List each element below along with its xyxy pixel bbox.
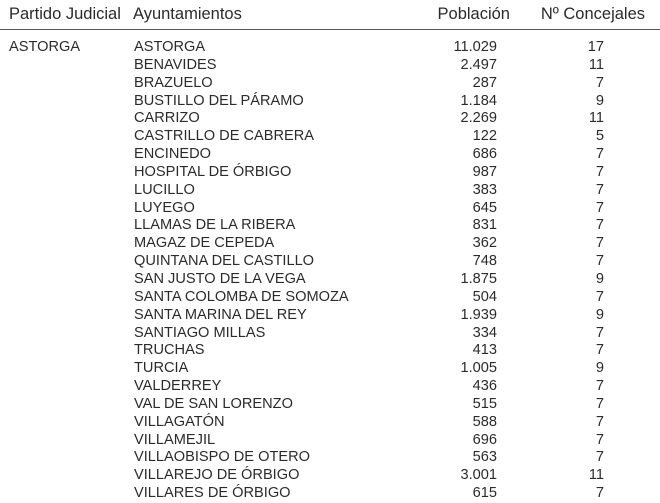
cell-poblacion: 588 xyxy=(472,413,497,430)
table-body xyxy=(0,39,660,503)
cell-ayuntamiento: HOSPITAL DE ÓRBIGO xyxy=(134,163,292,180)
table-row xyxy=(0,57,660,75)
table-row xyxy=(0,414,660,432)
table-row xyxy=(0,200,660,218)
cell-partido-judicial: ASTORGA xyxy=(9,39,81,55)
table-row xyxy=(0,217,660,235)
table-row xyxy=(0,93,660,111)
table-row xyxy=(0,271,660,289)
cell-ayuntamiento: VALDERREY xyxy=(134,378,222,395)
cell-concejales: 7 xyxy=(595,413,604,430)
cell-poblacion: 748 xyxy=(472,253,497,270)
cell-ayuntamiento: LLAMAS DE LA RIBERA xyxy=(134,217,296,234)
cell-ayuntamiento: SAN JUSTO DE LA VEGA xyxy=(134,270,306,287)
cell-concejales: 7 xyxy=(595,253,604,270)
cell-ayuntamiento: TURCIA xyxy=(134,360,189,377)
cell-ayuntamiento: TRUCHAS xyxy=(134,342,205,359)
cell-ayuntamiento: BRAZUELO xyxy=(134,74,213,91)
cell-poblacion: 122 xyxy=(472,128,497,145)
cell-concejales: 7 xyxy=(595,449,604,466)
table-row xyxy=(0,75,660,93)
table-row xyxy=(0,289,660,307)
cell-ayuntamiento: CASTRILLO DE CABRERA xyxy=(134,128,315,145)
cell-poblacion: 515 xyxy=(472,395,497,412)
cell-concejales: 7 xyxy=(595,395,604,412)
cell-ayuntamiento: VILLAMEJIL xyxy=(134,431,216,448)
cell-poblacion: 696 xyxy=(472,431,497,448)
cell-concejales: 9 xyxy=(595,92,604,109)
table-header xyxy=(0,0,660,30)
table-row xyxy=(0,432,660,450)
cell-poblacion: 686 xyxy=(472,146,497,163)
header-ayuntamientos: Ayuntamientos xyxy=(133,5,242,23)
cell-poblacion: 3.001 xyxy=(460,467,497,484)
cell-poblacion: 413 xyxy=(472,342,497,359)
table-row xyxy=(0,342,660,360)
cell-ayuntamiento: QUINTANA DEL CASTILLO xyxy=(134,253,315,270)
cell-concejales: 7 xyxy=(595,431,604,448)
header-poblacion: Población xyxy=(437,5,510,23)
cell-ayuntamiento: VILLAOBISPO DE OTERO xyxy=(134,449,310,466)
table-row xyxy=(0,128,660,146)
cell-concejales: 7 xyxy=(595,288,604,305)
table-row xyxy=(0,39,660,57)
cell-ayuntamiento: SANTIAGO MILLAS xyxy=(134,324,266,341)
cell-ayuntamiento: ENCINEDO xyxy=(134,146,212,163)
cell-concejales: 7 xyxy=(595,146,604,163)
cell-poblacion: 362 xyxy=(472,235,497,252)
cell-concejales: 11 xyxy=(588,467,604,484)
cell-poblacion: 2.269 xyxy=(460,110,497,127)
table-row xyxy=(0,467,660,485)
table-row xyxy=(0,449,660,467)
table-row xyxy=(0,360,660,378)
cell-ayuntamiento: LUCILLO xyxy=(134,181,195,198)
cell-poblacion: 11.029 xyxy=(453,39,497,55)
table-row xyxy=(0,325,660,343)
cell-concejales: 7 xyxy=(595,181,604,198)
header-concejales: Nº Concejales xyxy=(540,5,645,23)
cell-ayuntamiento: BENAVIDES xyxy=(134,56,217,73)
table-row xyxy=(0,253,660,271)
cell-poblacion: 2.497 xyxy=(460,56,497,73)
table-row xyxy=(0,307,660,325)
cell-poblacion: 504 xyxy=(472,288,497,305)
cell-concejales: 9 xyxy=(595,360,604,377)
table-row xyxy=(0,396,660,414)
cell-ayuntamiento: VAL DE SAN LORENZO xyxy=(134,395,293,412)
cell-concejales: 7 xyxy=(595,217,604,234)
cell-poblacion: 436 xyxy=(472,378,497,395)
cell-poblacion: 987 xyxy=(472,163,497,180)
cell-poblacion: 1.875 xyxy=(460,270,497,287)
cell-poblacion: 1.005 xyxy=(460,360,497,377)
cell-poblacion: 334 xyxy=(472,324,497,341)
cell-concejales: 7 xyxy=(595,485,604,502)
cell-poblacion: 383 xyxy=(472,181,497,198)
cell-concejales: 7 xyxy=(595,235,604,252)
cell-ayuntamiento: VILLAGATÓN xyxy=(134,413,225,430)
cell-poblacion: 1.184 xyxy=(460,92,497,109)
table-row xyxy=(0,235,660,253)
header-partido-judicial: Partido Judicial xyxy=(9,5,121,23)
cell-ayuntamiento: CARRIZO xyxy=(134,110,200,127)
cell-poblacion: 645 xyxy=(472,199,497,216)
cell-ayuntamiento: SANTA COLOMBA DE SOMOZA xyxy=(134,288,349,305)
cell-poblacion: 1.939 xyxy=(460,306,497,323)
table-row xyxy=(0,378,660,396)
cell-ayuntamiento: BUSTILLO DEL PÁRAMO xyxy=(134,92,304,109)
cell-ayuntamiento: SANTA MARINA DEL REY xyxy=(134,306,307,323)
cell-concejales: 11 xyxy=(588,110,604,127)
cell-ayuntamiento: MAGAZ DE CEPEDA xyxy=(134,235,275,252)
cell-concejales: 7 xyxy=(595,378,604,395)
cell-concejales: 17 xyxy=(587,39,604,55)
cell-concejales: 9 xyxy=(595,270,604,287)
cell-concejales: 11 xyxy=(588,56,604,73)
cell-concejales: 5 xyxy=(595,128,604,145)
cell-concejales: 7 xyxy=(595,163,604,180)
cell-concejales: 7 xyxy=(595,342,604,359)
table-row xyxy=(0,146,660,164)
cell-concejales: 7 xyxy=(595,324,604,341)
cell-ayuntamiento: LUYEGO xyxy=(134,199,195,216)
cell-poblacion: 287 xyxy=(472,74,497,91)
cell-concejales: 9 xyxy=(595,306,604,323)
cell-concejales: 7 xyxy=(595,74,604,91)
cell-poblacion: 831 xyxy=(472,217,497,234)
table-row xyxy=(0,182,660,200)
cell-concejales: 7 xyxy=(595,199,604,216)
cell-ayuntamiento: VILLAREJO DE ÓRBIGO xyxy=(134,467,300,484)
table-row xyxy=(0,110,660,128)
cell-ayuntamiento: ASTORGA xyxy=(134,39,206,55)
cell-poblacion: 563 xyxy=(472,449,497,466)
table-row xyxy=(0,485,660,503)
table-row xyxy=(0,164,660,182)
cell-poblacion: 615 xyxy=(472,485,497,502)
cell-ayuntamiento: VILLARES DE ÓRBIGO xyxy=(134,485,291,502)
